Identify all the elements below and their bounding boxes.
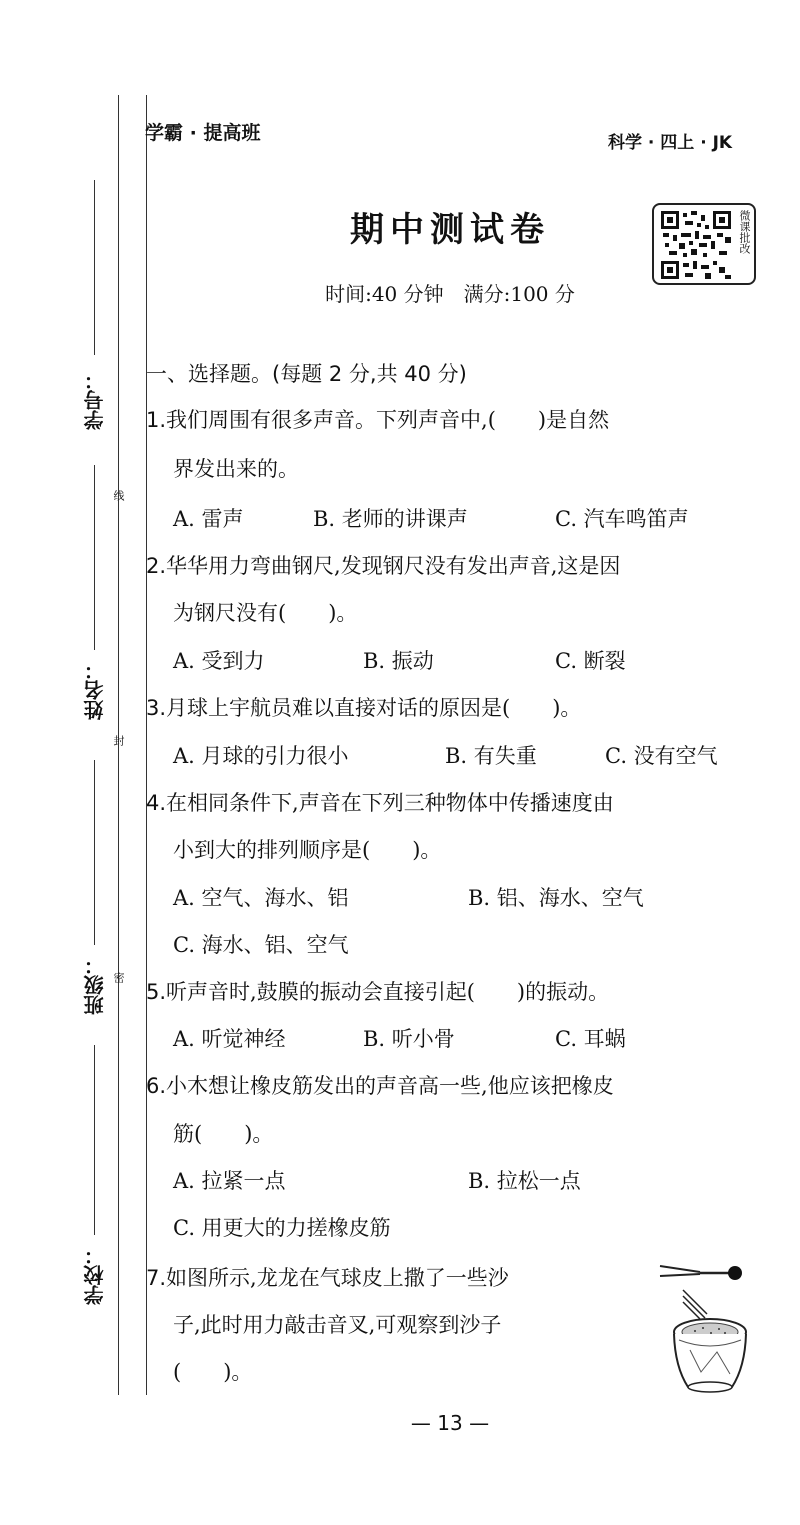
name-label: 姓名： [83, 660, 107, 720]
q5-option-b[interactable]: B. 听小骨 [363, 1027, 455, 1051]
question-text: 小木想让橡皮筋发出的声音高一些,他应该把橡皮 [166, 1074, 614, 1098]
student-id-label: 学号： [83, 370, 107, 430]
question-text: 华华用力弯曲钢尺,发现钢尺没有发出声音,这是因 [166, 554, 621, 578]
name-blank [94, 465, 95, 650]
q2-option-c[interactable]: C. 断裂 [555, 649, 626, 673]
question-6-cont: 筋( )。 [173, 1122, 274, 1146]
q4-option-b[interactable]: B. 铝、海水、空气 [468, 886, 644, 910]
q6-option-c[interactable]: C. 用更大的力搓橡皮筋 [173, 1216, 391, 1240]
question-4-cont: 小到大的排列顺序是( )。 [173, 838, 442, 862]
question-text: 如图所示,龙龙在气球皮上撒了一些沙 [166, 1266, 509, 1290]
page-title: 期中测试卷 [350, 210, 550, 250]
question-text: 我们周围有很多声音。下列声音中,( )是自然 [166, 408, 610, 432]
page-number: — 13 — [410, 1411, 490, 1435]
qr-caption: 微课批改 [738, 210, 751, 254]
question-text: 听声音时,鼓膜的振动会直接引起( )的振动。 [166, 980, 610, 1004]
q1-option-b[interactable]: B. 老师的讲课声 [313, 507, 468, 531]
question-6 [146, 1070, 614, 1100]
q1-option-a[interactable]: A. 雷声 [173, 507, 244, 531]
brand-logo: 学霸 · 提高班 [145, 122, 261, 144]
question-number: 6. [146, 1074, 167, 1098]
question-text: 在相同条件下,声音在下列三种物体中传播速度由 [166, 791, 614, 815]
question-number: 1. [146, 408, 167, 432]
tuning-fork-drum-illustration [655, 1252, 765, 1402]
class-label: 班级： [83, 955, 107, 1015]
question-7-cont2: ( )。 [173, 1360, 253, 1384]
qr-code-icon [661, 211, 731, 279]
qr-code-box[interactable] [652, 203, 756, 285]
q6-option-b[interactable]: B. 拉松一点 [468, 1169, 581, 1193]
class-blank [94, 760, 95, 945]
q4-option-a[interactable]: A. 空气、海水、铝 [173, 886, 349, 910]
q5-option-a[interactable]: A. 听觉神经 [173, 1027, 286, 1051]
q6-option-a[interactable]: A. 拉紧一点 [173, 1169, 286, 1193]
question-7 [146, 1262, 509, 1292]
q4-option-c[interactable]: C. 海水、铝、空气 [173, 933, 349, 957]
question-4 [146, 787, 614, 817]
question-number: 4. [146, 791, 167, 815]
q2-option-a[interactable]: A. 受到力 [173, 649, 265, 673]
q2-option-b[interactable]: B. 振动 [363, 649, 434, 673]
question-text: 月球上宇航员难以直接对话的原因是( )。 [166, 696, 582, 720]
school-blank [94, 1045, 95, 1235]
question-number: 5. [146, 980, 167, 1004]
time-info: 时间:40 分钟 满分:100 分 [325, 282, 575, 306]
q3-option-c[interactable]: C. 没有空气 [605, 744, 718, 768]
cut-mark-line: 线 [112, 490, 125, 501]
question-3 [146, 692, 581, 722]
subject-label: 科学 · 四上 · JK [608, 133, 733, 153]
question-5 [146, 976, 609, 1006]
question-number: 7. [146, 1266, 167, 1290]
question-1-cont: 界发出来的。 [173, 457, 299, 481]
q5-option-c[interactable]: C. 耳蜗 [555, 1027, 626, 1051]
cut-mark-seal: 封 [112, 735, 125, 746]
question-number: 2. [146, 554, 167, 578]
question-2-cont: 为钢尺没有( )。 [173, 601, 358, 625]
question-2 [146, 550, 620, 580]
cut-mark-secret: 密 [112, 972, 125, 983]
name-field[interactable] [72, 465, 112, 735]
q3-option-b[interactable]: B. 有失重 [445, 744, 537, 768]
school-label: 学校： [83, 1245, 107, 1305]
q1-option-c[interactable]: C. 汽车鸣笛声 [555, 507, 689, 531]
question-7-cont: 子,此时用力敲击音叉,可观察到沙子 [173, 1313, 502, 1337]
question-1 [146, 404, 609, 434]
q3-option-a[interactable]: A. 月球的引力很小 [173, 744, 349, 768]
question-number: 3. [146, 696, 167, 720]
class-field[interactable] [72, 760, 112, 1020]
section-heading: 一、选择题。(每题 2 分,共 40 分) [146, 362, 467, 386]
school-field[interactable] [72, 1045, 112, 1325]
